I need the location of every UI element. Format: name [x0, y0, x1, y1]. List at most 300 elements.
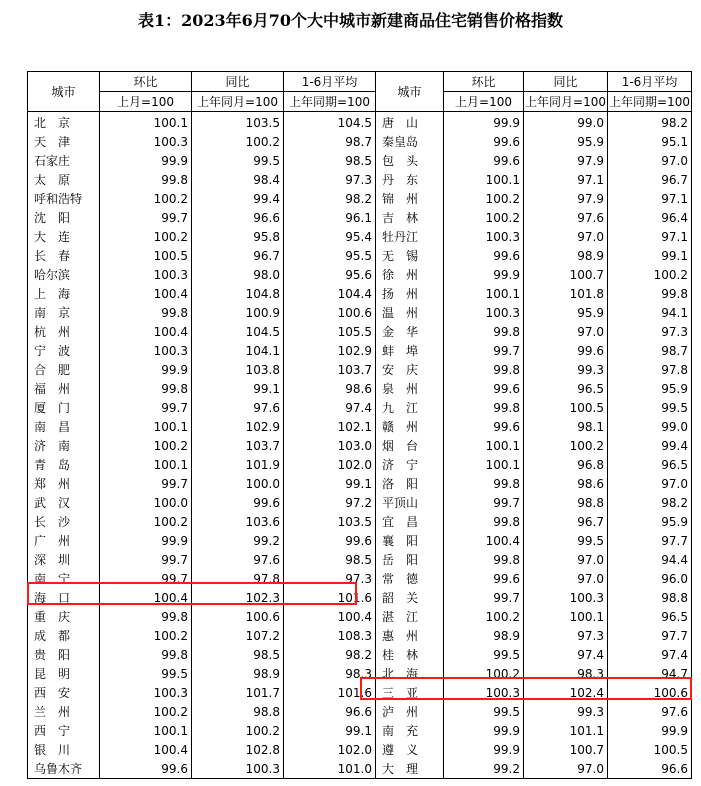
mom-value-right: 99.6 — [444, 246, 524, 265]
table-body — [28, 112, 692, 779]
mom-value-right: 100.2 — [444, 607, 524, 626]
city-name-left: 南 昌 — [28, 417, 100, 436]
mom-value-left: 99.7 — [100, 569, 192, 588]
mom-value-left: 99.7 — [100, 398, 192, 417]
yoy-value-right: 102.4 — [524, 683, 608, 702]
mom-value-right: 99.6 — [444, 151, 524, 170]
ytd-value-left: 99.1 — [284, 474, 376, 493]
city-name-left: 北 京 — [28, 112, 100, 133]
city-name-left: 沈 阳 — [28, 208, 100, 227]
ytd-value-right: 94.7 — [608, 664, 692, 683]
yoy-value-left: 98.8 — [192, 702, 284, 721]
ytd-value-left: 100.4 — [284, 607, 376, 626]
yoy-value-left: 98.5 — [192, 645, 284, 664]
ytd-value-left: 99.1 — [284, 721, 376, 740]
ytd-value-left: 99.6 — [284, 531, 376, 550]
mom-value-right: 99.6 — [444, 569, 524, 588]
mom-value-right: 99.5 — [444, 645, 524, 664]
city-name-right: 岳 阳 — [376, 550, 444, 569]
ytd-value-right: 100.2 — [608, 265, 692, 284]
mom-value-left: 99.5 — [100, 664, 192, 683]
city-name-right: 丹 东 — [376, 170, 444, 189]
header-yoy-left: 同比 — [192, 72, 284, 92]
mom-value-right: 99.9 — [444, 112, 524, 133]
ytd-value-right: 95.9 — [608, 512, 692, 531]
ytd-value-left: 102.0 — [284, 740, 376, 759]
yoy-value-right: 100.1 — [524, 607, 608, 626]
city-name-left: 济 南 — [28, 436, 100, 455]
ytd-value-right: 97.7 — [608, 626, 692, 645]
yoy-value-right: 97.0 — [524, 569, 608, 588]
mom-value-left: 99.9 — [100, 360, 192, 379]
mom-value-right: 100.2 — [444, 664, 524, 683]
yoy-value-left: 100.3 — [192, 759, 284, 779]
ytd-value-left: 100.6 — [284, 303, 376, 322]
mom-value-right: 100.1 — [444, 436, 524, 455]
yoy-value-left: 103.8 — [192, 360, 284, 379]
mom-value-left: 100.4 — [100, 284, 192, 303]
city-name-right: 九 江 — [376, 398, 444, 417]
city-name-right: 桂 林 — [376, 645, 444, 664]
city-name-left: 银 川 — [28, 740, 100, 759]
table-row — [28, 227, 692, 246]
table-row — [28, 170, 692, 189]
city-name-right: 韶 关 — [376, 588, 444, 607]
yoy-value-left: 100.0 — [192, 474, 284, 493]
mom-value-right: 100.3 — [444, 683, 524, 702]
ytd-value-right: 95.1 — [608, 132, 692, 151]
mom-value-right: 100.3 — [444, 303, 524, 322]
yoy-value-right: 98.9 — [524, 246, 608, 265]
ytd-value-left: 108.3 — [284, 626, 376, 645]
mom-value-left: 100.2 — [100, 436, 192, 455]
ytd-value-right: 97.4 — [608, 645, 692, 664]
city-name-left: 西 宁 — [28, 721, 100, 740]
table-row — [28, 664, 692, 683]
mom-value-left: 99.9 — [100, 151, 192, 170]
mom-value-right: 99.9 — [444, 265, 524, 284]
ytd-value-left: 102.1 — [284, 417, 376, 436]
city-name-right: 三 亚 — [376, 683, 444, 702]
yoy-value-right: 100.7 — [524, 740, 608, 759]
city-name-left: 哈尔滨 — [28, 265, 100, 284]
yoy-value-left: 101.9 — [192, 455, 284, 474]
city-name-left: 贵 阳 — [28, 645, 100, 664]
mom-value-left: 100.3 — [100, 341, 192, 360]
ytd-value-right: 99.4 — [608, 436, 692, 455]
yoy-value-left: 102.3 — [192, 588, 284, 607]
table-row — [28, 512, 692, 531]
city-name-left: 西 安 — [28, 683, 100, 702]
mom-value-right: 99.8 — [444, 512, 524, 531]
city-name-right: 湛 江 — [376, 607, 444, 626]
ytd-value-left: 95.6 — [284, 265, 376, 284]
ytd-value-right: 96.6 — [608, 759, 692, 779]
mom-value-left: 100.2 — [100, 512, 192, 531]
yoy-value-left: 104.8 — [192, 284, 284, 303]
city-name-right: 无 锡 — [376, 246, 444, 265]
header-ytd-base-left: 上年同期=100 — [284, 92, 376, 112]
mom-value-right: 99.8 — [444, 550, 524, 569]
mom-value-left: 99.7 — [100, 474, 192, 493]
table-row — [28, 417, 692, 436]
ytd-value-left: 95.5 — [284, 246, 376, 265]
city-name-right: 洛 阳 — [376, 474, 444, 493]
ytd-value-left: 97.3 — [284, 569, 376, 588]
header-yoy-base-right: 上年同月=100 — [524, 92, 608, 112]
mom-value-right: 99.9 — [444, 721, 524, 740]
city-name-right: 泉 州 — [376, 379, 444, 398]
mom-value-left: 99.6 — [100, 759, 192, 779]
yoy-value-left: 99.6 — [192, 493, 284, 512]
yoy-value-right: 98.6 — [524, 474, 608, 493]
header-mom-left: 环比 — [100, 72, 192, 92]
yoy-value-right: 99.3 — [524, 360, 608, 379]
yoy-value-right: 97.0 — [524, 759, 608, 779]
mom-value-left: 99.8 — [100, 170, 192, 189]
table-row — [28, 322, 692, 341]
yoy-value-right: 95.9 — [524, 303, 608, 322]
table-row — [28, 645, 692, 664]
mom-value-left: 100.2 — [100, 626, 192, 645]
ytd-value-left: 103.0 — [284, 436, 376, 455]
mom-value-right: 99.8 — [444, 398, 524, 417]
yoy-value-right: 100.3 — [524, 588, 608, 607]
ytd-value-right: 97.0 — [608, 151, 692, 170]
ytd-value-left: 103.7 — [284, 360, 376, 379]
table-row — [28, 360, 692, 379]
mom-value-left: 100.4 — [100, 588, 192, 607]
city-name-left: 天 津 — [28, 132, 100, 151]
table-row — [28, 474, 692, 493]
ytd-value-right: 99.1 — [608, 246, 692, 265]
city-name-left: 呼和浩特 — [28, 189, 100, 208]
table-row — [28, 683, 692, 702]
mom-value-right: 99.8 — [444, 360, 524, 379]
mom-value-left: 100.1 — [100, 417, 192, 436]
table-row — [28, 341, 692, 360]
ytd-value-left: 98.2 — [284, 645, 376, 664]
table-row — [28, 303, 692, 322]
city-name-right: 烟 台 — [376, 436, 444, 455]
mom-value-right: 100.2 — [444, 208, 524, 227]
header-ytd-base-right: 上年同期=100 — [608, 92, 692, 112]
ytd-value-right: 97.1 — [608, 189, 692, 208]
table-row — [28, 531, 692, 550]
city-name-left: 杭 州 — [28, 322, 100, 341]
yoy-value-left: 102.8 — [192, 740, 284, 759]
yoy-value-left: 107.2 — [192, 626, 284, 645]
table-row — [28, 569, 692, 588]
mom-value-left: 99.7 — [100, 550, 192, 569]
table-row — [28, 265, 692, 284]
city-name-left: 大 连 — [28, 227, 100, 246]
ytd-value-left: 97.2 — [284, 493, 376, 512]
yoy-value-left: 99.2 — [192, 531, 284, 550]
mom-value-left: 100.3 — [100, 683, 192, 702]
ytd-value-left: 98.2 — [284, 189, 376, 208]
yoy-value-left: 99.4 — [192, 189, 284, 208]
city-name-right: 济 宁 — [376, 455, 444, 474]
mom-value-right: 100.4 — [444, 531, 524, 550]
city-name-left: 合 肥 — [28, 360, 100, 379]
yoy-value-left: 95.8 — [192, 227, 284, 246]
table-row — [28, 550, 692, 569]
city-name-left: 上 海 — [28, 284, 100, 303]
yoy-value-right: 97.0 — [524, 322, 608, 341]
mom-value-left: 100.1 — [100, 721, 192, 740]
city-name-right: 大 理 — [376, 759, 444, 779]
yoy-value-left: 104.5 — [192, 322, 284, 341]
ytd-value-right: 96.0 — [608, 569, 692, 588]
yoy-value-right: 95.9 — [524, 132, 608, 151]
yoy-value-left: 99.5 — [192, 151, 284, 170]
mom-value-right: 100.3 — [444, 227, 524, 246]
table-row — [28, 398, 692, 417]
mom-value-right: 100.1 — [444, 455, 524, 474]
mom-value-right: 100.1 — [444, 284, 524, 303]
ytd-value-left: 102.0 — [284, 455, 376, 474]
ytd-value-left: 102.9 — [284, 341, 376, 360]
ytd-value-right: 97.7 — [608, 531, 692, 550]
yoy-value-left: 103.6 — [192, 512, 284, 531]
ytd-value-right: 99.9 — [608, 721, 692, 740]
mom-value-right: 99.8 — [444, 474, 524, 493]
header-city-right: 城市 — [376, 72, 444, 112]
ytd-value-left: 101.6 — [284, 588, 376, 607]
city-name-right: 常 德 — [376, 569, 444, 588]
table-row — [28, 759, 692, 779]
city-name-left: 石家庄 — [28, 151, 100, 170]
header-yoy-base-left: 上年同月=100 — [192, 92, 284, 112]
header-mom-base-left: 上月=100 — [100, 92, 192, 112]
city-name-right: 扬 州 — [376, 284, 444, 303]
yoy-value-right: 100.2 — [524, 436, 608, 455]
city-name-right: 惠 州 — [376, 626, 444, 645]
city-name-left: 太 原 — [28, 170, 100, 189]
ytd-value-left: 96.1 — [284, 208, 376, 227]
header-yoy-right: 同比 — [524, 72, 608, 92]
city-name-right: 赣 州 — [376, 417, 444, 436]
yoy-value-left: 99.1 — [192, 379, 284, 398]
table-row — [28, 626, 692, 645]
mom-value-left: 100.3 — [100, 132, 192, 151]
yoy-value-left: 100.9 — [192, 303, 284, 322]
yoy-value-left: 96.7 — [192, 246, 284, 265]
ytd-value-left: 101.0 — [284, 759, 376, 779]
table-row — [28, 588, 692, 607]
ytd-value-right: 96.5 — [608, 607, 692, 626]
ytd-value-right: 96.7 — [608, 170, 692, 189]
yoy-value-right: 97.9 — [524, 189, 608, 208]
city-name-right: 包 头 — [376, 151, 444, 170]
ytd-value-right: 95.9 — [608, 379, 692, 398]
yoy-value-left: 100.2 — [192, 132, 284, 151]
mom-value-left: 100.2 — [100, 189, 192, 208]
mom-value-left: 100.1 — [100, 455, 192, 474]
table-row — [28, 721, 692, 740]
city-name-right: 牡丹江 — [376, 227, 444, 246]
yoy-value-left: 104.1 — [192, 341, 284, 360]
mom-value-left: 99.7 — [100, 208, 192, 227]
header-ytd-left: 1-6月平均 — [284, 72, 376, 92]
city-name-left: 南 宁 — [28, 569, 100, 588]
city-name-right: 温 州 — [376, 303, 444, 322]
ytd-value-right: 94.4 — [608, 550, 692, 569]
ytd-value-right: 94.1 — [608, 303, 692, 322]
table-row — [28, 284, 692, 303]
city-name-left: 宁 波 — [28, 341, 100, 360]
yoy-value-right: 99.6 — [524, 341, 608, 360]
ytd-value-right: 100.5 — [608, 740, 692, 759]
yoy-value-right: 97.0 — [524, 550, 608, 569]
price-index-table-container — [27, 71, 691, 779]
mom-value-left: 99.9 — [100, 531, 192, 550]
ytd-value-right: 99.8 — [608, 284, 692, 303]
ytd-value-right: 98.2 — [608, 493, 692, 512]
yoy-value-left: 97.8 — [192, 569, 284, 588]
table-row — [28, 246, 692, 265]
table-row — [28, 436, 692, 455]
ytd-value-left: 105.5 — [284, 322, 376, 341]
mom-value-left: 99.8 — [100, 303, 192, 322]
city-name-right: 襄 阳 — [376, 531, 444, 550]
yoy-value-right: 101.1 — [524, 721, 608, 740]
yoy-value-left: 96.6 — [192, 208, 284, 227]
ytd-value-left: 97.4 — [284, 398, 376, 417]
city-name-right: 北 海 — [376, 664, 444, 683]
mom-value-right: 99.6 — [444, 417, 524, 436]
yoy-value-right: 97.1 — [524, 170, 608, 189]
ytd-value-right: 97.3 — [608, 322, 692, 341]
table-row — [28, 455, 692, 474]
yoy-value-right: 98.1 — [524, 417, 608, 436]
yoy-value-right: 96.5 — [524, 379, 608, 398]
mom-value-right: 99.6 — [444, 132, 524, 151]
city-name-right: 平顶山 — [376, 493, 444, 512]
mom-value-left: 100.3 — [100, 265, 192, 284]
city-name-left: 成 都 — [28, 626, 100, 645]
header-ytd-right: 1-6月平均 — [608, 72, 692, 92]
ytd-value-left: 103.5 — [284, 512, 376, 531]
ytd-value-left: 97.3 — [284, 170, 376, 189]
mom-value-right: 99.7 — [444, 341, 524, 360]
table-row — [28, 151, 692, 170]
ytd-value-right: 99.5 — [608, 398, 692, 417]
ytd-value-left: 96.6 — [284, 702, 376, 721]
yoy-value-right: 96.7 — [524, 512, 608, 531]
ytd-value-left: 95.4 — [284, 227, 376, 246]
price-index-table — [27, 71, 692, 779]
city-name-right: 唐 山 — [376, 112, 444, 133]
mom-value-left: 100.1 — [100, 112, 192, 133]
city-name-right: 吉 林 — [376, 208, 444, 227]
header-mom-base-right: 上月=100 — [444, 92, 524, 112]
yoy-value-right: 97.4 — [524, 645, 608, 664]
mom-value-right: 99.2 — [444, 759, 524, 779]
mom-value-left: 100.4 — [100, 322, 192, 341]
mom-value-left: 100.0 — [100, 493, 192, 512]
mom-value-right: 99.7 — [444, 588, 524, 607]
yoy-value-right: 99.5 — [524, 531, 608, 550]
table-row — [28, 189, 692, 208]
yoy-value-left: 98.9 — [192, 664, 284, 683]
yoy-value-left: 97.6 — [192, 550, 284, 569]
table-row — [28, 112, 692, 133]
city-name-right: 遵 义 — [376, 740, 444, 759]
city-name-right: 锦 州 — [376, 189, 444, 208]
yoy-value-left: 97.6 — [192, 398, 284, 417]
city-name-right: 徐 州 — [376, 265, 444, 284]
ytd-value-left: 98.3 — [284, 664, 376, 683]
city-name-left: 郑 州 — [28, 474, 100, 493]
city-name-left: 兰 州 — [28, 702, 100, 721]
yoy-value-right: 96.8 — [524, 455, 608, 474]
yoy-value-right: 98.3 — [524, 664, 608, 683]
yoy-value-left: 103.5 — [192, 112, 284, 133]
yoy-value-right: 98.8 — [524, 493, 608, 512]
city-name-left: 海 口 — [28, 588, 100, 607]
yoy-value-right: 97.9 — [524, 151, 608, 170]
table-header — [28, 72, 692, 112]
mom-value-right: 100.1 — [444, 170, 524, 189]
table-row — [28, 607, 692, 626]
mom-value-right: 99.5 — [444, 702, 524, 721]
city-name-right: 安 庆 — [376, 360, 444, 379]
ytd-value-right: 97.8 — [608, 360, 692, 379]
mom-value-right: 99.9 — [444, 740, 524, 759]
yoy-value-right: 97.6 — [524, 208, 608, 227]
ytd-value-left: 98.7 — [284, 132, 376, 151]
mom-value-left: 100.2 — [100, 702, 192, 721]
mom-value-left: 99.8 — [100, 607, 192, 626]
ytd-value-right: 97.6 — [608, 702, 692, 721]
yoy-value-right: 100.7 — [524, 265, 608, 284]
yoy-value-left: 98.4 — [192, 170, 284, 189]
ytd-value-right: 97.1 — [608, 227, 692, 246]
ytd-value-left: 104.5 — [284, 112, 376, 133]
ytd-value-left: 101.6 — [284, 683, 376, 702]
mom-value-right: 98.9 — [444, 626, 524, 645]
city-name-left: 青 岛 — [28, 455, 100, 474]
yoy-value-left: 100.6 — [192, 607, 284, 626]
city-name-left: 福 州 — [28, 379, 100, 398]
city-name-left: 深 圳 — [28, 550, 100, 569]
ytd-value-left: 98.6 — [284, 379, 376, 398]
mom-value-left: 99.8 — [100, 379, 192, 398]
ytd-value-right: 98.2 — [608, 112, 692, 133]
city-name-right: 金 华 — [376, 322, 444, 341]
mom-value-left: 100.2 — [100, 227, 192, 246]
city-name-left: 乌鲁木齐 — [28, 759, 100, 779]
ytd-value-right: 100.6 — [608, 683, 692, 702]
yoy-value-left: 98.0 — [192, 265, 284, 284]
table-row — [28, 702, 692, 721]
ytd-value-right: 96.4 — [608, 208, 692, 227]
city-name-right: 泸 州 — [376, 702, 444, 721]
city-name-right: 蚌 埠 — [376, 341, 444, 360]
city-name-left: 长 春 — [28, 246, 100, 265]
city-name-left: 南 京 — [28, 303, 100, 322]
yoy-value-left: 103.7 — [192, 436, 284, 455]
yoy-value-right: 97.3 — [524, 626, 608, 645]
yoy-value-left: 102.9 — [192, 417, 284, 436]
mom-value-right: 99.8 — [444, 322, 524, 341]
city-name-right: 南 充 — [376, 721, 444, 740]
header-city-left: 城市 — [28, 72, 100, 112]
city-name-left: 广 州 — [28, 531, 100, 550]
yoy-value-right: 100.5 — [524, 398, 608, 417]
